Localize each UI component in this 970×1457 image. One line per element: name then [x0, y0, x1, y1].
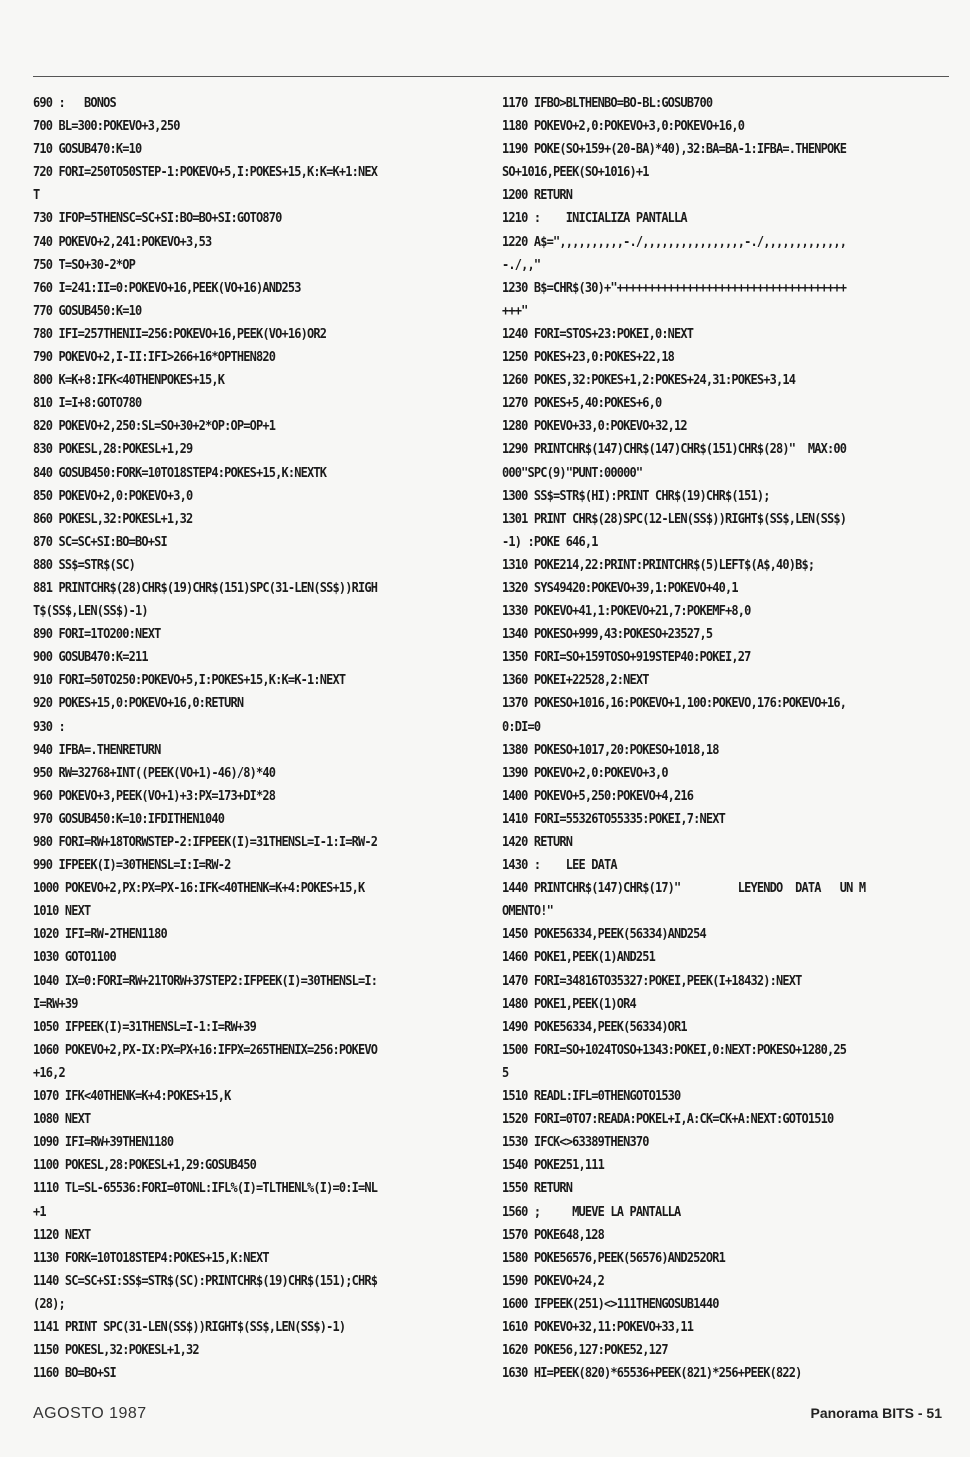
code-line: 820 POKEVO+2,250:SL=SO+30+2*OP:OP=OP+1: [33, 419, 276, 435]
code-line: 1630 HI=PEEK(820)*65536+PEEK(821)*256+PEEK(822): [502, 1366, 802, 1382]
code-line: 980 FORI=RW+18TORWSTEP-2:IFPEEK(I)=31THENSL=I-1:I=RW-2: [33, 835, 378, 850]
listing-left-column: [33, 92, 483, 1385]
code-line: 1330 POKEVO+41,1:POKEVO+21,7:POKEMF+8,0: [502, 604, 751, 620]
code-line: 1141 PRINT SPC(31-LEN(SS$))RIGHT$(SS$,LEN(SS$)-1): [33, 1319, 346, 1335]
code-line: 700 BL=300:POKEVO+3,250: [33, 119, 180, 135]
code-line: 1110 TL=SL-65536:FORI=0TONL:IFL%(I)=TLTHENL%(I)=0:I=NL: [33, 1181, 378, 1197]
issue-date: AGOSTO 1987: [33, 1405, 147, 1422]
code-line: 760 I=241:II=0:POKEVO+16,PEEK(VO+16)AND253: [33, 280, 301, 296]
code-line: 1280 POKEVO+33,0:POKEVO+32,12: [502, 419, 687, 435]
code-line: 1130 FORK=10TO18STEP4:POKES+15,K:NEXT: [33, 1250, 269, 1266]
code-line: 810 I=I+8:GOTO780: [33, 396, 142, 412]
code-line: 1600 IFPEEK(251)<>111THENGOSUB1440: [502, 1296, 719, 1312]
code-line: 1310 POKE214,22:PRINT:PRINTCHR$(5)LEFT$(A$,40)B$;: [502, 557, 815, 573]
code-line: 1460 POKE1,PEEK(1)AND251: [502, 950, 655, 966]
code-line: 900 GOSUB470:K=211: [33, 650, 148, 666]
listing-right-column: [502, 92, 952, 1385]
code-line: 1620 POKE56,127:POKE52,127: [502, 1343, 668, 1359]
code-line: 1050 IFPEEK(I)=31THENSL=I-1:I=RW+39: [33, 1019, 257, 1035]
code-line: 1080 NEXT: [33, 1112, 91, 1128]
code-line: 1610 POKEVO+32,11:POKEVO+33,11: [502, 1319, 694, 1335]
code-line: 1340 POKESO+999,43:POKESO+23527,5: [502, 627, 713, 643]
code-line: 920 POKES+15,0:POKEVO+16,0:RETURN: [33, 696, 244, 712]
code-line: 1120 NEXT: [33, 1227, 91, 1243]
code-line: 720 FORI=250TO50STEP-1:POKEVO+5,I:POKES+15,K:K=K+1:NEX: [33, 165, 378, 181]
code-line: 950 RW=32768+INT((PEEK(VO+1)-46)/8)*40: [33, 765, 276, 781]
code-line: 1470 FORI=34816TO35327:POKEI,PEEK(I+18432):NEXT: [502, 973, 802, 989]
code-line: +++": [502, 303, 528, 319]
code-line: 1400 POKEVO+5,250:POKEVO+4,216: [502, 788, 694, 804]
code-line: 1560 ; MUEVE LA PANTALLA: [502, 1204, 681, 1220]
code-line: 1570 POKE648,128: [502, 1227, 604, 1243]
code-line: T$(SS$,LEN(SS$)-1): [33, 604, 148, 620]
code-line: 1000 POKEVO+2,PX:PX=PX-16:IFK<40THENK=K+4:POKES+15,K: [33, 881, 365, 897]
code-line: 1210 : INICIALIZA PANTALLA: [502, 211, 687, 227]
code-line: 1410 FORI=55326TO55335:POKEI,7:NEXT: [502, 811, 726, 827]
code-line: 1320 SYS49420:POKEVO+39,1:POKEVO+40,1: [502, 580, 738, 596]
code-line: 1370 POKESO+1016,16:POKEVO+1,100:POKEVO,176:POKEVO+16,: [502, 696, 847, 712]
code-line: 710 GOSUB470:K=10: [33, 142, 142, 158]
code-line: 1060 POKEVO+2,PX-IX:PX=PX+16:IFPX=265THENIX=256:POKEVO: [33, 1042, 378, 1058]
code-line: 1490 POKE56334,PEEK(56334)OR1: [502, 1019, 687, 1035]
code-line: 1510 READL:IFL=0THENGOTO1530: [502, 1089, 681, 1105]
code-line: 1140 SC=SC+SI:SS$=STR$(SC):PRINTCHR$(19)CHR$(151);CHR$: [33, 1273, 378, 1289]
code-line: 790 POKEVO+2,I-II:IFI>266+16*OPTHEN820: [33, 350, 276, 366]
code-line: +16,2: [33, 1065, 65, 1081]
code-line: 1010 NEXT: [33, 904, 91, 920]
code-line: 1420 RETURN: [502, 835, 573, 850]
code-line: -1) :POKE 646,1: [502, 534, 598, 550]
code-line: 1480 POKE1,PEEK(1)OR4: [502, 996, 636, 1012]
code-line: 1290 PRINTCHR$(147)CHR$(147)CHR$(151)CHR$(28)" MAX:00: [502, 442, 847, 458]
code-line: 1220 A$=",,,,,,,,,,-./,,,,,,,,,,,,,,,,-./,,,,,,,,,,,,,: [502, 234, 847, 250]
code-line: 880 SS$=STR$(SC): [33, 557, 135, 573]
code-line: 830 POKESL,28:POKESL+1,29: [33, 442, 193, 458]
code-line: 1250 POKES+23,0:POKES+22,18: [502, 350, 675, 366]
code-line: 1040 IX=0:FORI=RW+21TORW+37STEP2:IFPEEK(I)=30THENSL=I:: [33, 973, 378, 989]
code-line: 1301 PRINT CHR$(28)SPC(12-LEN(SS$))RIGHT$(SS$,LEN(SS$): [502, 511, 847, 527]
code-line: 1260 POKES,32:POKES+1,2:POKES+24,31:POKES+3,14: [502, 373, 796, 389]
code-line: 1200 RETURN: [502, 188, 573, 204]
code-line: 1090 IFI=RW+39THEN1180: [33, 1135, 174, 1151]
code-line: 1270 POKES+5,40:POKES+6,0: [502, 396, 662, 412]
page-number-label: Panorama BITS - 51: [810, 1405, 942, 1421]
code-line: -./,,": [502, 257, 541, 273]
code-line: 1430 : LEE DATA: [502, 858, 617, 874]
code-line: 930 :: [33, 719, 65, 735]
code-line: 1580 POKE56576,PEEK(56576)AND252OR1: [502, 1250, 726, 1266]
code-line: 910 FORI=50TO250:POKEVO+5,I:POKES+15,K:K=K-1:NEXT: [33, 673, 346, 689]
code-line: 850 POKEVO+2,0:POKEVO+3,0: [33, 488, 193, 504]
code-line: 1590 POKEVO+24,2: [502, 1273, 604, 1289]
code-line: 770 GOSUB450:K=10: [33, 303, 142, 319]
code-line: 1380 POKESO+1017,20:POKESO+1018,18: [502, 742, 719, 758]
code-line: 750 T=SO+30-2*OP: [33, 257, 135, 273]
code-line: 960 POKEVO+3,PEEK(VO+1)+3:PX=173+DI*28: [33, 788, 276, 804]
code-line: 860 POKESL,32:POKESL+1,32: [33, 511, 193, 527]
code-line: 1240 FORI=STOS+23:POKEI,0:NEXT: [502, 326, 694, 342]
code-line: 1530 IFCK<>63389THEN370: [502, 1135, 649, 1151]
code-line: SO+1016,PEEK(SO+1016)+1: [502, 165, 649, 181]
code-line: 780 IFI=257THENII=256:POKEVO+16,PEEK(VO+16)OR2: [33, 326, 327, 342]
code-line: 1030 GOTO1100: [33, 950, 116, 966]
code-line: 1520 FORI=0TO7:READA:POKEL+I,A:CK=CK+A:NEXT:GOTO1510: [502, 1112, 834, 1128]
code-line: 800 K=K+8:IFK<40THENPOKES+15,K: [33, 373, 225, 389]
code-line: 1440 PRINTCHR$(147)CHR$(17)" LEYENDO DATA UN M: [502, 881, 866, 897]
code-line: 1070 IFK<40THENK=K+4:POKES+15,K: [33, 1089, 231, 1105]
code-line: OMENTO!": [502, 904, 553, 920]
code-line: 1540 POKE251,111: [502, 1158, 604, 1174]
code-line: 1390 POKEVO+2,0:POKEVO+3,0: [502, 765, 668, 781]
code-line: 1100 POKESL,28:POKESL+1,29:GOSUB450: [33, 1158, 257, 1174]
code-line: 1360 POKEI+22528,2:NEXT: [502, 673, 649, 689]
code-line: 1300 SS$=STR$(HI):PRINT CHR$(19)CHR$(151);: [502, 488, 770, 504]
code-line: I=RW+39: [33, 996, 78, 1012]
code-line: 890 FORI=1TO200:NEXT: [33, 627, 161, 643]
code-line: 870 SC=SC+SI:BO=BO+SI: [33, 534, 167, 550]
code-line: 881 PRINTCHR$(28)CHR$(19)CHR$(151)SPC(31-LEN(SS$))RIGH: [33, 580, 378, 596]
code-line: 5: [502, 1065, 509, 1081]
top-rule: [33, 76, 949, 77]
code-line: 1350 FORI=SO+159TOSO+919STEP40:POKEI,27: [502, 650, 751, 666]
code-line: +1: [33, 1204, 46, 1220]
code-line: 1230 B$=CHR$(30)+"++++++++++++++++++++++++++++++++++++: [502, 280, 847, 296]
code-line: 690 : BONOS: [33, 96, 116, 111]
code-line: 1020 IFI=RW-2THEN1180: [33, 927, 167, 943]
code-line: (28);: [33, 1296, 65, 1312]
code-line: T: [33, 188, 40, 204]
code-line: 840 GOSUB450:FORK=10TO18STEP4:POKES+15,K:NEXTK: [33, 465, 327, 481]
code-line: 1150 POKESL,32:POKESL+1,32: [33, 1343, 199, 1359]
code-line: 730 IFOP=5THENSC=SC+SI:BO=BO+SI:GOTO870: [33, 211, 282, 227]
code-line: 740 POKEVO+2,241:POKEVO+3,53: [33, 234, 212, 250]
code-line: 1160 BO=BO+SI: [33, 1366, 116, 1382]
code-line: 990 IFPEEK(I)=30THENSL=I:I=RW-2: [33, 858, 231, 874]
code-line: 0:DI=0: [502, 719, 541, 735]
code-line: 970 GOSUB450:K=10:IFDITHEN1040: [33, 811, 225, 827]
code-line: 1550 RETURN: [502, 1181, 573, 1197]
code-line: 940 IFBA=.THENRETURN: [33, 742, 161, 758]
code-line: 1170 IFBO>BLTHENBO=BO-BL:GOSUB700: [502, 96, 713, 111]
code-line: 1500 FORI=SO+1024TOSO+1343:POKEI,0:NEXT:POKESO+1280,25: [502, 1042, 847, 1058]
code-line: 000"SPC(9)"PUNT:00000": [502, 465, 643, 481]
code-line: 1450 POKE56334,PEEK(56334)AND254: [502, 927, 706, 943]
code-line: 1180 POKEVO+2,0:POKEVO+3,0:POKEVO+16,0: [502, 119, 745, 135]
code-line: 1190 POKE(SO+159+(20-BA)*40),32:BA=BA-1:IFBA=.THENPOKE: [502, 142, 847, 158]
